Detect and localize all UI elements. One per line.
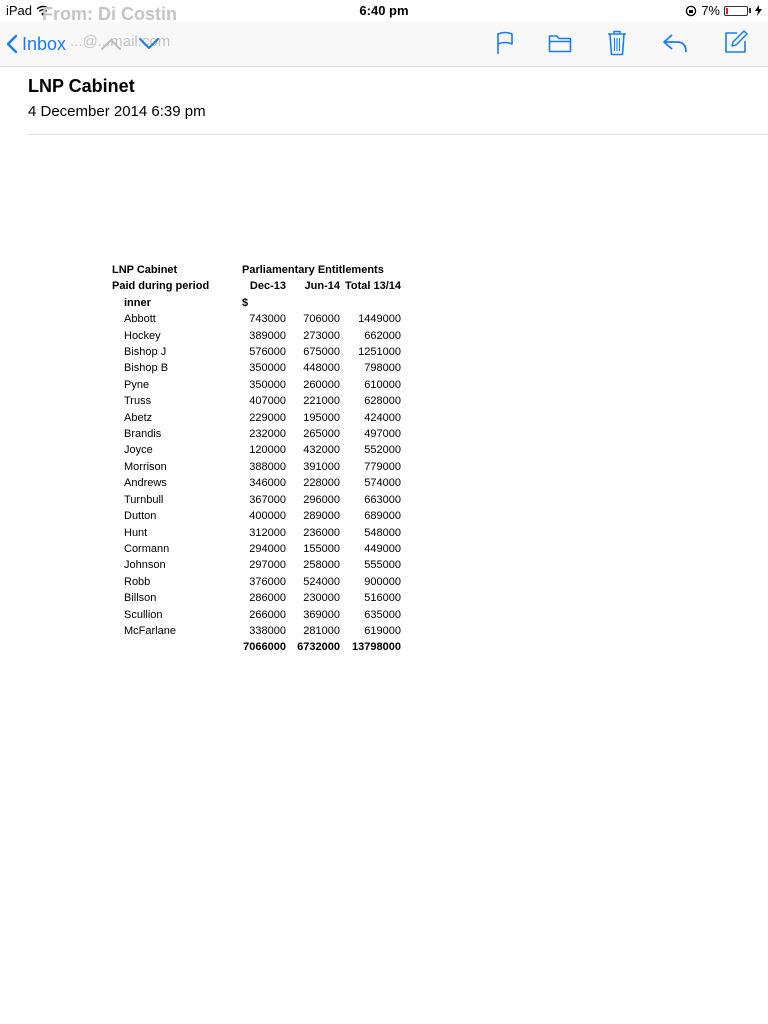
device-label: iPad bbox=[6, 3, 33, 18]
table-subheader-row bbox=[112, 295, 401, 311]
dec13-value: 576000 bbox=[249, 346, 286, 359]
compose-button[interactable] bbox=[722, 28, 750, 56]
previous-message-button[interactable] bbox=[98, 32, 124, 56]
jun14-value: 236000 bbox=[303, 526, 340, 539]
dec13-value: 376000 bbox=[249, 575, 286, 588]
total-value: 424000 bbox=[364, 411, 401, 424]
member-name: Billson bbox=[124, 592, 157, 605]
jun14-value: 524000 bbox=[303, 575, 340, 588]
ghost-address: ...@...mail.com bbox=[70, 33, 171, 50]
trash-icon bbox=[607, 30, 627, 56]
member-name: Johnson bbox=[124, 559, 166, 572]
table-row bbox=[112, 574, 401, 590]
table-row bbox=[112, 541, 401, 557]
table-row bbox=[112, 607, 401, 623]
dec13-value: 389000 bbox=[249, 329, 286, 342]
folder-icon bbox=[548, 33, 572, 53]
table-row bbox=[112, 492, 401, 508]
rotation-lock-icon bbox=[685, 5, 697, 17]
chevron-down-icon bbox=[138, 37, 160, 51]
jun14-value: 281000 bbox=[303, 624, 340, 637]
email-date: 4 December 2014 6:39 pm bbox=[28, 103, 206, 120]
jun14-value: 265000 bbox=[303, 428, 340, 441]
member-name: Dutton bbox=[124, 510, 157, 523]
dec13-value: 367000 bbox=[249, 493, 286, 506]
table-title-row bbox=[112, 262, 401, 278]
table-row bbox=[112, 328, 401, 344]
jun14-value: 432000 bbox=[303, 444, 340, 457]
total-value: 635000 bbox=[364, 608, 401, 621]
table-row bbox=[112, 360, 401, 376]
member-name: Scullion bbox=[124, 608, 163, 621]
member-name: Abetz bbox=[124, 411, 153, 424]
member-name: Pyne bbox=[124, 378, 150, 391]
total-value: 663000 bbox=[364, 493, 401, 506]
compose-icon bbox=[723, 29, 749, 55]
total-jun14: 6732000 bbox=[297, 641, 340, 654]
jun14-value: 675000 bbox=[303, 346, 340, 359]
dec13-value: 286000 bbox=[249, 592, 286, 605]
member-name: Turnbull bbox=[124, 493, 164, 506]
dec13-value: 346000 bbox=[249, 477, 286, 490]
col-header-jun14: Jun-14 bbox=[304, 280, 340, 293]
table-subheader-label: inner bbox=[124, 296, 151, 309]
jun14-value: 221000 bbox=[303, 395, 340, 408]
flag-icon bbox=[495, 31, 515, 55]
reply-icon bbox=[661, 32, 689, 54]
jun14-value: 195000 bbox=[303, 411, 340, 424]
member-name: Abbott bbox=[124, 313, 156, 326]
total-value: 555000 bbox=[364, 559, 401, 572]
table-row bbox=[112, 410, 401, 426]
chevron-left-icon bbox=[6, 34, 18, 54]
jun14-value: 260000 bbox=[303, 378, 340, 391]
battery-percent: 7% bbox=[701, 3, 720, 18]
member-name: Hockey bbox=[124, 329, 161, 342]
dec13-value: 312000 bbox=[249, 526, 286, 539]
next-message-button[interactable] bbox=[136, 32, 162, 56]
total-value: 689000 bbox=[364, 510, 401, 523]
trash-button[interactable] bbox=[604, 28, 630, 58]
total-value: 497000 bbox=[364, 428, 401, 441]
jun14-value: 391000 bbox=[303, 460, 340, 473]
dec13-value: 338000 bbox=[249, 624, 286, 637]
email-subject: LNP Cabinet bbox=[28, 76, 135, 96]
jun14-value: 369000 bbox=[303, 608, 340, 621]
jun14-value: 296000 bbox=[303, 493, 340, 506]
dec13-value: 407000 bbox=[249, 395, 286, 408]
back-button[interactable] bbox=[6, 30, 66, 58]
total-value: 798000 bbox=[364, 362, 401, 375]
member-name: McFarlane bbox=[124, 624, 176, 637]
table-title-right: Parliamentary Entitlements bbox=[242, 264, 384, 276]
ghost-sender: From: Di Costin bbox=[42, 4, 177, 24]
dec13-value: 388000 bbox=[249, 460, 286, 473]
member-name: Joyce bbox=[124, 444, 153, 457]
dec13-value: 294000 bbox=[249, 542, 286, 555]
dec13-value: 297000 bbox=[249, 559, 286, 572]
attachment-image bbox=[112, 262, 401, 656]
dec13-value: 266000 bbox=[249, 608, 286, 621]
chevron-up-icon bbox=[100, 37, 122, 51]
total-value: 628000 bbox=[364, 395, 401, 408]
dec13-value: 232000 bbox=[249, 428, 286, 441]
dec13-value: 120000 bbox=[249, 444, 286, 457]
jun14-value: 230000 bbox=[303, 592, 340, 605]
move-to-folder-button[interactable] bbox=[546, 30, 574, 56]
table-header-row bbox=[112, 278, 401, 294]
table-row bbox=[112, 557, 401, 573]
table-row bbox=[112, 344, 401, 360]
member-name: Andrews bbox=[124, 477, 167, 490]
table-row bbox=[112, 508, 401, 524]
dec13-value: 350000 bbox=[249, 378, 286, 391]
member-name: Truss bbox=[124, 395, 152, 408]
table-row bbox=[112, 590, 401, 606]
jun14-value: 273000 bbox=[303, 329, 340, 342]
email-header bbox=[28, 76, 206, 120]
total-value: 662000 bbox=[364, 329, 401, 342]
jun14-value: 289000 bbox=[303, 510, 340, 523]
col-header-dec13: Dec-13 bbox=[249, 280, 286, 293]
battery-icon bbox=[724, 6, 748, 16]
jun14-value: 228000 bbox=[303, 477, 340, 490]
total-value: 1449000 bbox=[358, 313, 401, 326]
flag-button[interactable] bbox=[492, 28, 518, 58]
table-row bbox=[112, 475, 401, 491]
total-value: 900000 bbox=[364, 575, 401, 588]
table-row bbox=[112, 623, 401, 639]
table-row bbox=[112, 525, 401, 541]
table-title-left: LNP Cabinet bbox=[112, 264, 178, 276]
member-name: Hunt bbox=[124, 526, 148, 539]
charging-icon bbox=[755, 5, 762, 16]
dec13-value: 229000 bbox=[249, 411, 286, 424]
member-name: Cormann bbox=[124, 542, 170, 555]
table-row bbox=[112, 459, 401, 475]
total-value: 779000 bbox=[364, 460, 401, 473]
total-value: 574000 bbox=[364, 477, 401, 490]
total-overall: 13798000 bbox=[352, 641, 401, 654]
table-totals-row bbox=[112, 639, 401, 655]
currency-label: $ bbox=[242, 296, 249, 309]
dec13-value: 400000 bbox=[249, 510, 286, 523]
dec13-value: 350000 bbox=[249, 362, 286, 375]
jun14-value: 706000 bbox=[303, 313, 340, 326]
total-value: 516000 bbox=[364, 592, 401, 605]
table-row bbox=[112, 442, 401, 458]
table-row bbox=[112, 377, 401, 393]
table-row bbox=[112, 311, 401, 327]
reply-button[interactable] bbox=[660, 30, 690, 56]
total-value: 610000 bbox=[364, 378, 401, 391]
member-name: Morrison bbox=[124, 460, 167, 473]
member-name: Bishop B bbox=[124, 362, 169, 375]
jun14-value: 448000 bbox=[303, 362, 340, 375]
back-button-label: Inbox bbox=[22, 33, 67, 54]
total-value: 1251000 bbox=[358, 346, 401, 359]
table-row bbox=[112, 393, 401, 409]
total-value: 552000 bbox=[364, 444, 401, 457]
dec13-value: 743000 bbox=[249, 313, 286, 326]
table-header-label: Paid during period bbox=[112, 280, 210, 293]
header-divider bbox=[28, 134, 768, 135]
col-header-total: Total 13/14 bbox=[344, 280, 401, 293]
total-value: 548000 bbox=[364, 526, 401, 539]
total-value: 449000 bbox=[364, 542, 401, 555]
total-value: 619000 bbox=[364, 624, 401, 637]
jun14-value: 258000 bbox=[303, 559, 340, 572]
member-name: Bishop J bbox=[124, 346, 167, 359]
member-name: Robb bbox=[124, 575, 151, 588]
jun14-value: 155000 bbox=[303, 542, 340, 555]
member-name: Brandis bbox=[124, 428, 162, 441]
total-dec13: 7066000 bbox=[243, 641, 286, 654]
table-row bbox=[112, 426, 401, 442]
entitlements-table bbox=[112, 262, 401, 656]
status-time: 6:40 pm bbox=[359, 3, 409, 18]
